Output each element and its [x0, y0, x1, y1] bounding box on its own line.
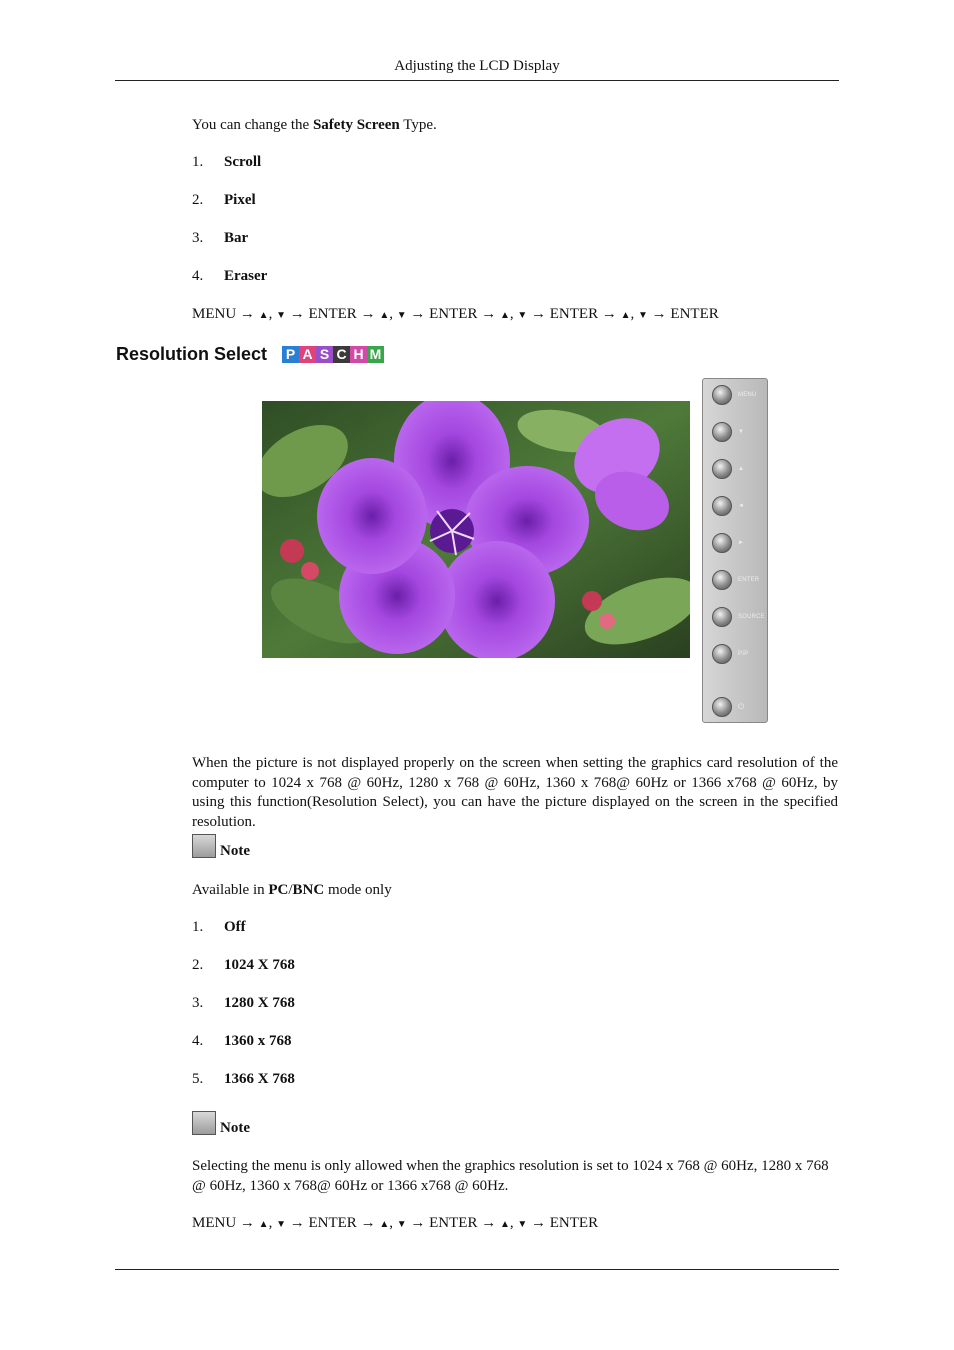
power-icon: ⏻ [738, 702, 745, 711]
arrow-icon: → [360, 1215, 380, 1231]
list-number: 2. [192, 192, 204, 208]
down-arrow-icon: ▼ [276, 310, 286, 321]
remote-label: ▼ [738, 429, 745, 435]
remote-label: ► [738, 540, 745, 546]
down-arrow-icon: ▼ [517, 1219, 528, 1230]
key-sequence [192, 306, 719, 323]
list-item [192, 192, 256, 209]
arrow-icon: → [527, 306, 550, 322]
arrow-icon: → [285, 306, 309, 322]
remote-label: ▲ [738, 466, 745, 472]
mode-badges [282, 346, 384, 363]
note-bold-bnc: BNC [292, 882, 325, 898]
up-arrow-icon: ▲ [379, 1219, 390, 1230]
arrow-icon: → [239, 306, 259, 322]
arrow-icon: → [406, 306, 430, 322]
list-item [192, 1033, 292, 1050]
comma: , [389, 1215, 397, 1231]
safety-intro-bold: Safety Screen [312, 117, 400, 133]
comma: , [509, 1215, 518, 1231]
up-arrow-icon: ▲ [620, 310, 631, 321]
list-label: 1360 x 768 [224, 1033, 292, 1049]
list-label: Scroll [224, 154, 262, 170]
note-bold-pc: PC [268, 882, 289, 898]
left-button[interactable] [712, 496, 732, 516]
list-number: 1. [192, 919, 204, 935]
list-label: Off [224, 919, 246, 935]
arrow-icon: → [239, 1215, 259, 1231]
sequence-key: ENTER [429, 306, 482, 322]
sequence-key: ENTER [308, 1215, 361, 1231]
header-title: Adjusting the LCD Display [394, 58, 560, 74]
safety-intro-post: Type. [399, 117, 437, 133]
down-arrow-icon: ▼ [396, 310, 407, 321]
mode-badge-a: A [299, 346, 316, 363]
up-arrow-icon: ▲ [258, 1219, 269, 1230]
section-heading: Resolution Select [116, 344, 268, 364]
mode-badge-h: H [350, 346, 367, 363]
header-rule [115, 80, 839, 81]
mode-badge-s: S [316, 346, 333, 363]
up-arrow-icon: ▲ [258, 310, 269, 321]
up-arrow-icon: ▲ [499, 1219, 510, 1230]
pip-button[interactable] [712, 644, 732, 664]
source-button[interactable] [712, 607, 732, 627]
sequence-key: MENU [192, 306, 240, 322]
list-item [192, 268, 267, 285]
arrow-icon: → [601, 306, 621, 322]
arrow-icon: → [481, 1215, 500, 1231]
list-label: Bar [224, 230, 249, 246]
down-arrow-icon: ▼ [638, 310, 648, 321]
remote-control-panel [702, 378, 768, 723]
sequence-key: ENTER [429, 1215, 482, 1231]
list-label: Pixel [224, 192, 256, 208]
note-label: Note [220, 843, 250, 859]
enter-button[interactable] [712, 570, 732, 590]
list-number: 5. [192, 1071, 204, 1087]
sequence-key: MENU [192, 1215, 240, 1231]
list-number: 2. [192, 957, 204, 973]
down-arrow-icon: ▼ [517, 310, 528, 321]
list-item [192, 1071, 295, 1088]
flower-image [262, 401, 690, 658]
note-text [192, 881, 392, 901]
up-arrow-icon: ▲ [499, 310, 510, 321]
sequence-key: ENTER [549, 1215, 599, 1231]
remote-label: PIP [738, 651, 749, 657]
down-arrow-icon: ▼ [396, 1219, 407, 1230]
note-text-post: mode only [324, 882, 392, 898]
sequence-key: ENTER [670, 306, 719, 322]
note-icon [192, 1111, 216, 1135]
arrow-icon: → [360, 306, 380, 322]
comma: , [389, 306, 397, 322]
list-label: Eraser [224, 268, 268, 284]
remote-label: ENTER [738, 577, 760, 583]
up-arrow-icon: ▲ [379, 310, 390, 321]
list-label: 1024 X 768 [224, 957, 295, 973]
down-arrow-icon: ▼ [276, 1219, 286, 1230]
list-number: 4. [192, 268, 204, 284]
key-sequence [192, 1215, 598, 1232]
note-text: Selecting the menu is only allowed when the graphics resolution is set to 1024 x 768 @ 60Hz, 1280 x 768 @ 60Hz, 1360 x 768@ 60Hz or 1366 x768 @ 60Hz. [192, 1158, 829, 1194]
comma: , [509, 306, 518, 322]
safety-intro [192, 116, 437, 136]
up-button[interactable] [712, 459, 732, 479]
down-button[interactable] [712, 422, 732, 442]
remote-label: SOURCE [738, 614, 765, 620]
list-item [192, 919, 246, 936]
mode-badge-c: C [333, 346, 350, 363]
list-number: 1. [192, 154, 204, 170]
list-number: 3. [192, 995, 204, 1011]
safety-intro-pre: You can change the [192, 117, 313, 133]
sequence-key: ENTER [549, 306, 602, 322]
arrow-icon: → [481, 306, 500, 322]
list-item [192, 957, 295, 974]
comma: , [268, 306, 277, 322]
right-button[interactable] [712, 533, 732, 553]
note-icon [192, 834, 216, 858]
list-number: 3. [192, 230, 204, 246]
note-label: Note [220, 1120, 250, 1136]
list-item [192, 154, 261, 171]
resolution-description: When the picture is not displayed properly on the screen when setting the graphics card resolution of the computer to 1024 x 768 @ 60Hz, 1280 x 768 @ 60Hz, 1360 x 768@ 60Hz or 1366 x768 @ 60Hz, by using this function(Resolution Select), you can have the picture displayed on the screen in the specified resolution. [192, 755, 838, 830]
menu-button[interactable] [712, 385, 732, 405]
list-item [192, 995, 295, 1012]
remote-label: ◄ [738, 503, 745, 509]
arrow-icon: → [406, 1215, 430, 1231]
arrow-icon: → [285, 1215, 309, 1231]
mode-badge-m: M [367, 346, 384, 363]
comma: , [630, 306, 638, 322]
arrow-icon: → [647, 306, 671, 322]
list-label: 1366 X 768 [224, 1071, 295, 1087]
power-button[interactable] [712, 697, 732, 717]
footer-rule [115, 1269, 839, 1270]
note-text-pre: Available in [192, 882, 269, 898]
remote-label: MENU [738, 392, 757, 398]
list-label: 1280 X 768 [224, 995, 295, 1011]
note-sep: / [288, 882, 293, 898]
arrow-icon: → [527, 1215, 550, 1231]
comma: , [268, 1215, 277, 1231]
sequence-key: ENTER [308, 306, 361, 322]
list-number: 4. [192, 1033, 204, 1049]
list-item [192, 230, 248, 247]
mode-badge-p: P [282, 346, 299, 363]
